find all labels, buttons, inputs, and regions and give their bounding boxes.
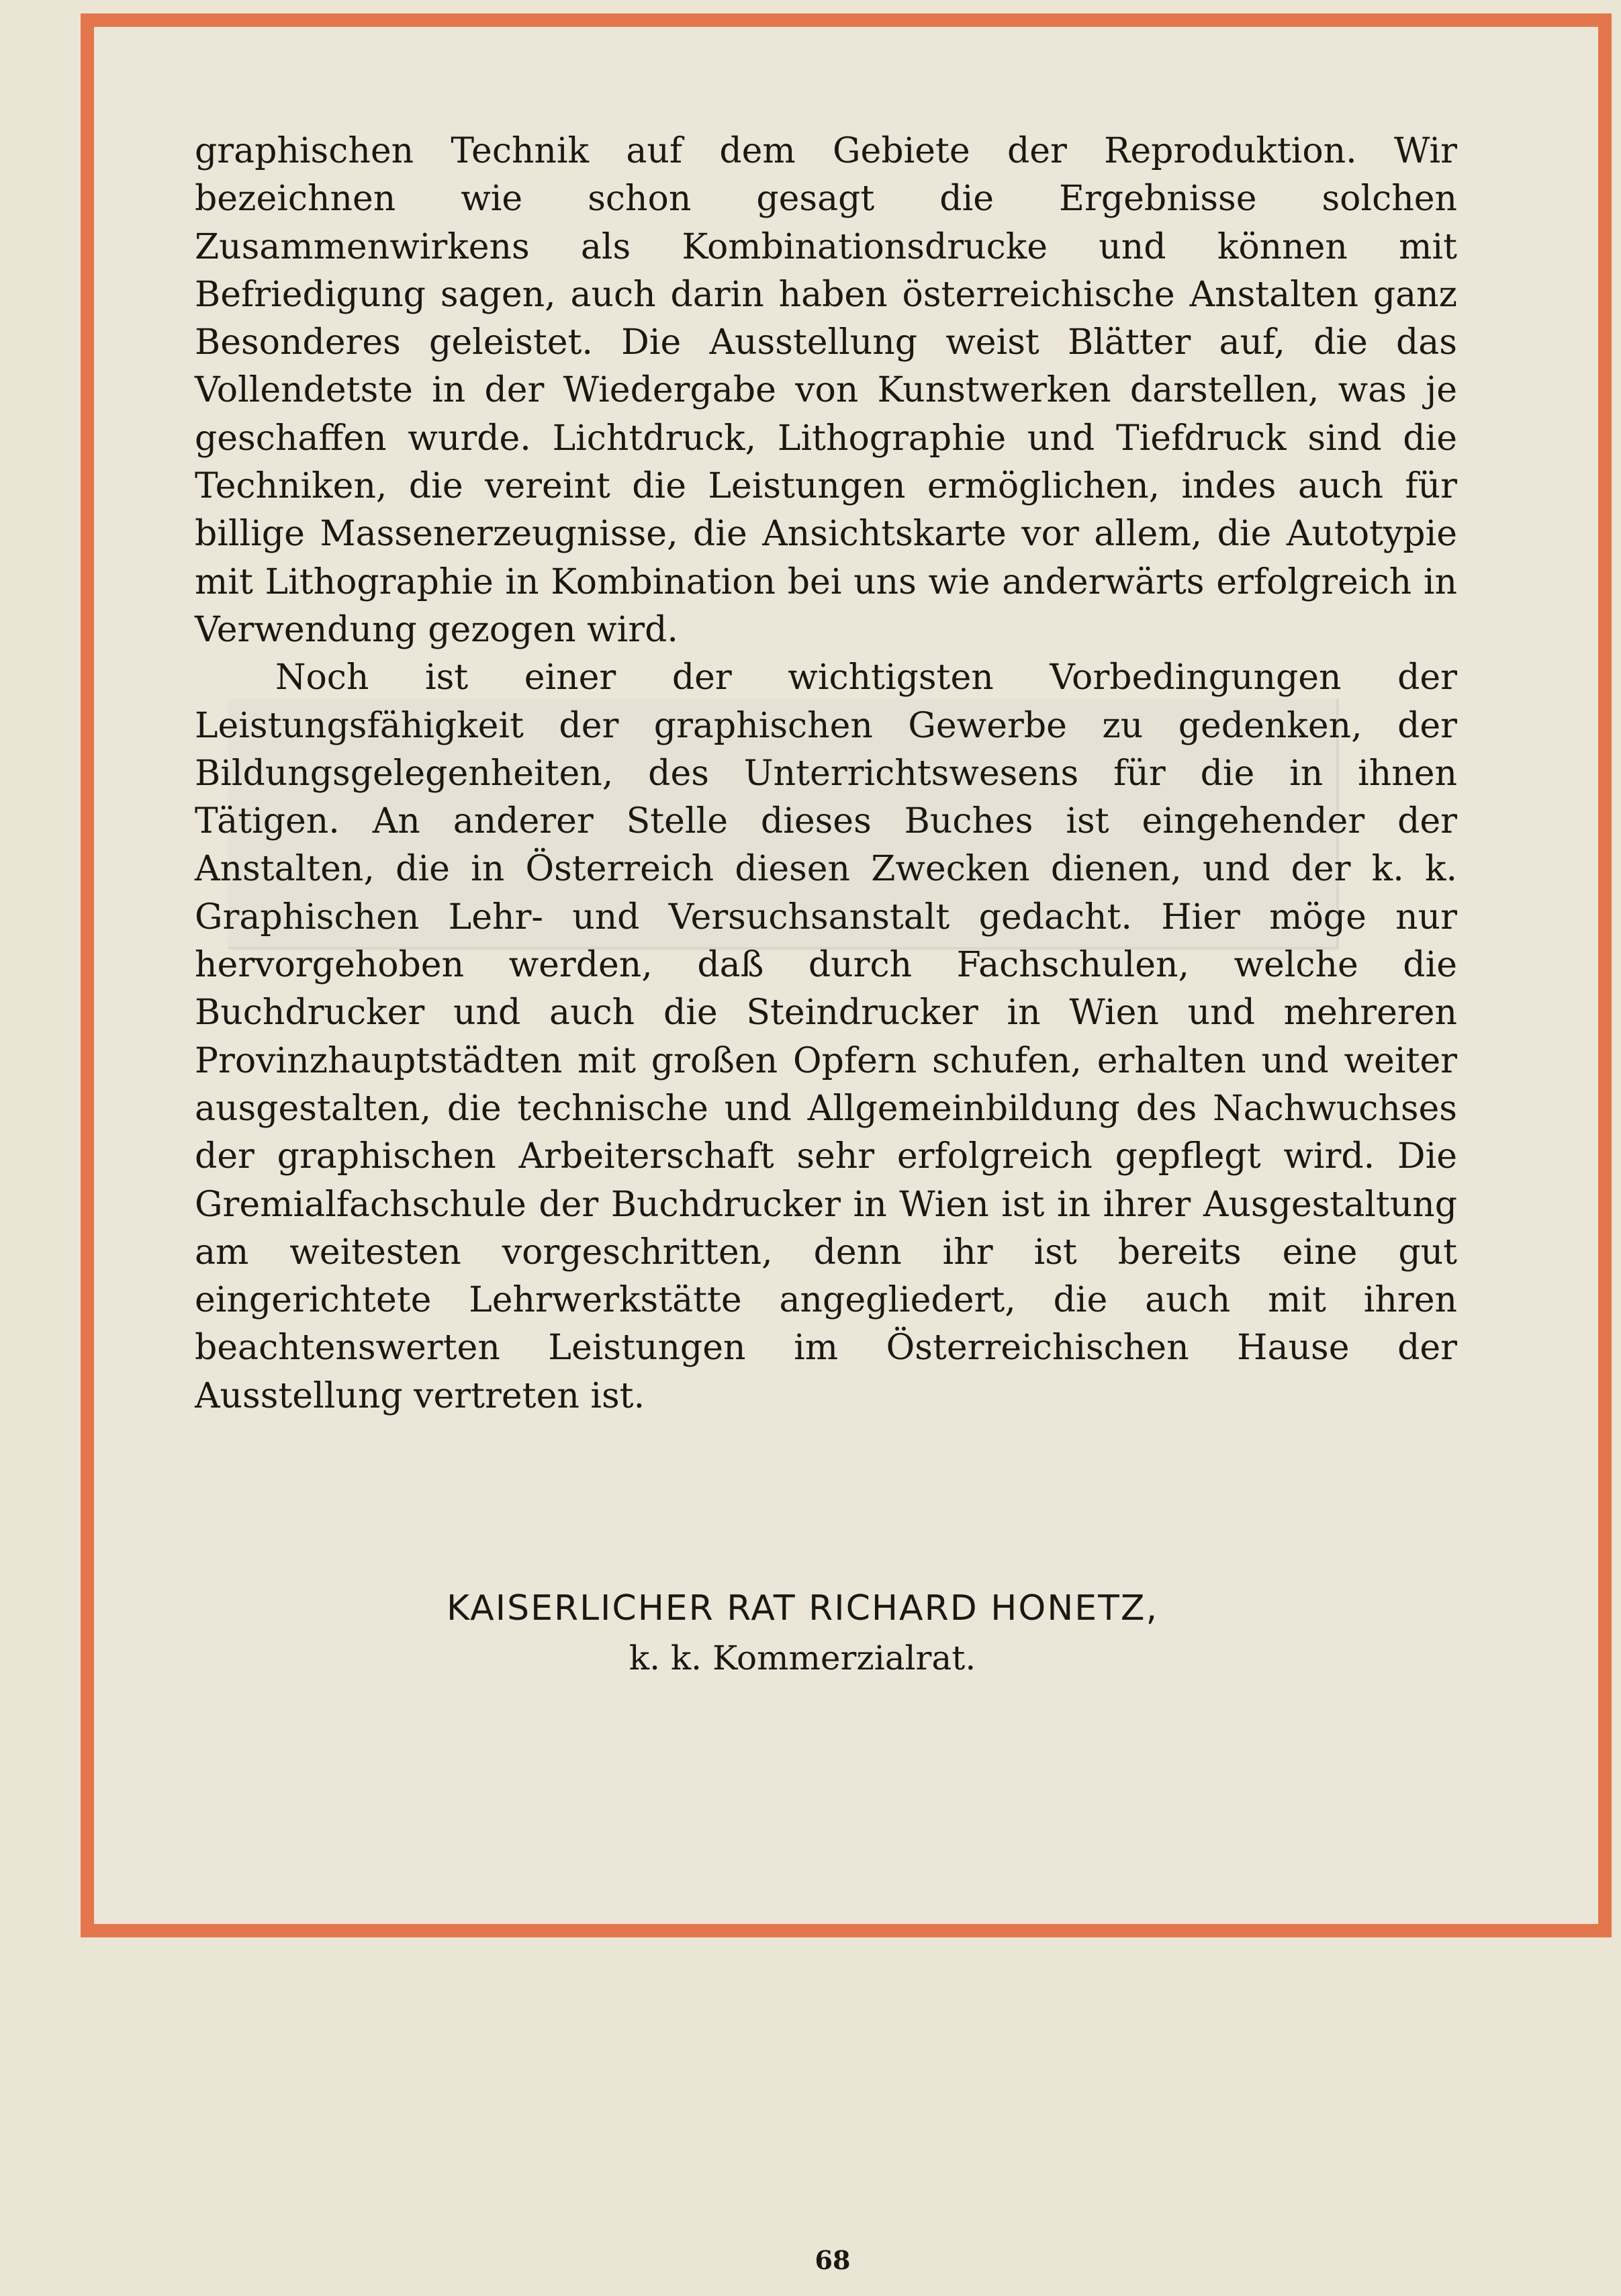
author-name: KAISERLICHER RAT RICHARD HONETZ, xyxy=(446,1588,1159,1628)
paragraph-1: graphischen Technik auf dem Gebiete der Reproduktion. Wir bezeichnen wie schon gesagt die Ergebnisse solchen Zusammenwirkens als Kombinationsdrucke und können mit Befriedigung sagen, auch darin haben österreichische Anstalten ganz Besonderes geleistet. Die Ausstellung weist Blätter auf, die das Vollendetste in der Wiedergabe von Kunstwerken darstellen, was je geschaffen wurde. Lichtdruck, Lithographie und Tiefdruck sind die Techniken, die vereint die Leistungen ermöglichen, indes auch für billige Massenerzeugnisse, die Ansichtskarte vor allem, die Autotypie mit Lithographie in Kombination bei uns wie anderwärts erfolgreich in Verwendung gezogen wird. xyxy=(195,131,1457,650)
author-title: k. k. Kommerzialrat. xyxy=(629,1639,976,1678)
body-text xyxy=(195,128,1457,1420)
page-number: 68 xyxy=(815,2245,851,2275)
signature-block xyxy=(195,1583,1457,1683)
paragraph-2: Noch ist einer der wichtigsten Vorbedingungen der Leistungsfähigkeit der graphischen Gewerbe zu gedenken, der Bildungsgelegenheiten, des Unterrichtswesens für die in ihnen Tätigen. An anderer Stelle dieses Buches ist eingehender der Anstalten, die in Österreich diesen Zwecken dienen, und der k. k. Graphischen Lehr- und Versuchsanstalt gedacht. Hier möge nur hervorgehoben werden, daß durch Fachschulen, welche die Buchdrucker und auch die Steindrucker in Wien und mehreren Provinzhauptstädten mit großen Opfern schufen, erhalten und weiter ausgestalten, die technische und Allgemeinbildung des Nachwuchses der graphischen Arbeiterschaft sehr erfolgreich gepflegt wird. Die Gremialfachschule der Buchdrucker in Wien ist in ihrer Ausgestaltung am weitesten vorgeschritten, denn ihr ist bereits eine gut eingerichtete Lehrwerkstätte angegliedert, die auch mit ihren beachtenswerten Leistungen im Österreichischen Hause der Ausstellung vertreten ist. xyxy=(195,657,1457,1416)
